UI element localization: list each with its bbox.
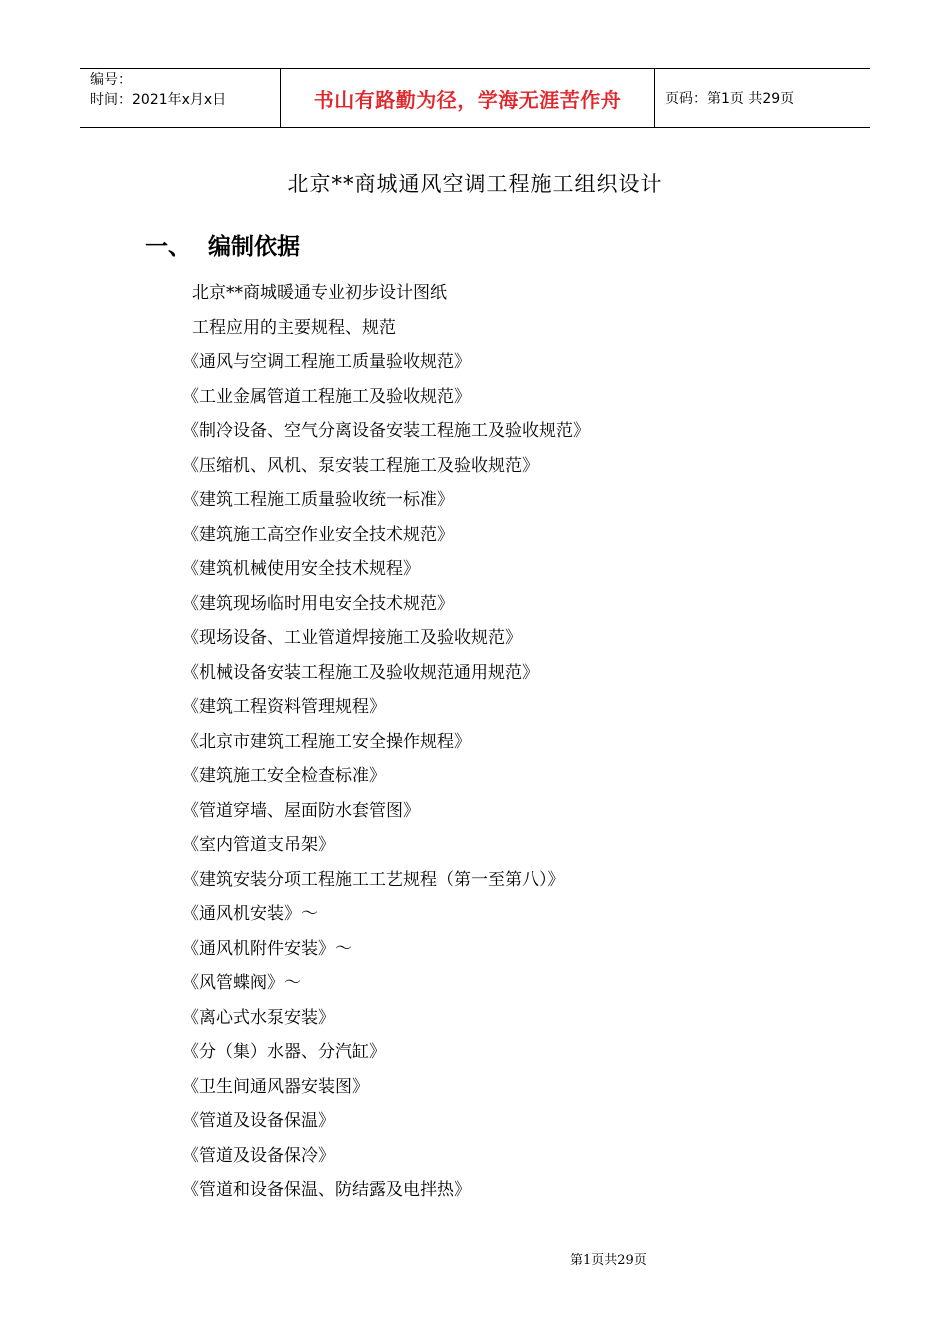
reference-item: 《风管蝶阀》～ — [182, 973, 301, 993]
reference-item: 《工业金属管道工程施工及验收规范》 — [182, 386, 471, 407]
reference-item: 《管道及设备保冷》 — [182, 1145, 335, 1166]
header-motto: 书山有路勤为径，学海无涯苦作舟 — [281, 69, 655, 127]
reference-item: 《通风机安装》～ — [182, 904, 318, 924]
reference-item: 《北京市建筑工程施工安全操作规程》 — [182, 731, 471, 752]
reference-item: 《管道和设备保温、防结露及电拌热》 — [182, 1180, 471, 1200]
reference-item: 《通风机附件安装》～ — [182, 938, 352, 959]
date-label: 时间：2021年x月x日 — [90, 92, 227, 108]
reference-item: 《管道及设备保温》 — [182, 1111, 335, 1131]
section-heading — [145, 228, 300, 261]
reference-item: 《管道穿墙、屋面防水套管图》 — [182, 800, 420, 821]
reference-item: 《现场设备、工业管道焊接施工及验收规范》 — [182, 628, 522, 648]
serial-number-label: 编号： — [90, 72, 132, 88]
section-number: 一、 — [145, 234, 191, 260]
reference-item: 《机械设备安装工程施工及验收规范通用规范》 — [182, 662, 539, 683]
reference-item: 《室内管道支吊架》 — [182, 835, 335, 855]
reference-item: 《压缩机、风机、泵安装工程施工及验收规范》 — [182, 455, 539, 476]
reference-item: 《建筑工程施工质量验收统一标准》 — [182, 490, 454, 510]
reference-item: 《建筑机械使用安全技术规程》 — [182, 559, 420, 579]
header-meta-cell — [80, 69, 281, 127]
reference-list — [182, 280, 590, 1212]
reference-item: 工程应用的主要规程、规范 — [192, 317, 396, 338]
reference-item: 《通风与空调工程施工质量验收规范》 — [182, 352, 471, 372]
page-footer: 第1页共29页 — [570, 1253, 647, 1268]
page-header — [80, 68, 870, 128]
reference-item: 《卫生间通风器安装图》 — [182, 1076, 369, 1097]
reference-item: 北京**商城暖通专业初步设计图纸 — [192, 283, 447, 303]
reference-item: 《建筑安装分项工程施工工艺规程（第一至第八）》 — [182, 869, 565, 890]
reference-item: 《制冷设备、空气分离设备安装工程施工及验收规范》 — [182, 421, 590, 441]
header-page-info: 页码：第1页 共29页 — [665, 91, 795, 107]
reference-item: 《建筑施工高空作业安全技术规范》 — [182, 524, 454, 545]
section-label: 编制依据 — [208, 234, 300, 260]
document-title: 北京**商城通风空调工程施工组织设计 — [287, 172, 663, 196]
reference-item: 《建筑工程资料管理规程》 — [182, 697, 386, 717]
reference-item: 《建筑现场临时用电安全技术规范》 — [182, 593, 454, 614]
reference-item: 《分（集）水器、分汽缸》 — [182, 1042, 386, 1062]
reference-item: 《建筑施工安全检查标准》 — [182, 766, 386, 786]
reference-item: 《离心式水泵安装》 — [182, 1007, 335, 1028]
